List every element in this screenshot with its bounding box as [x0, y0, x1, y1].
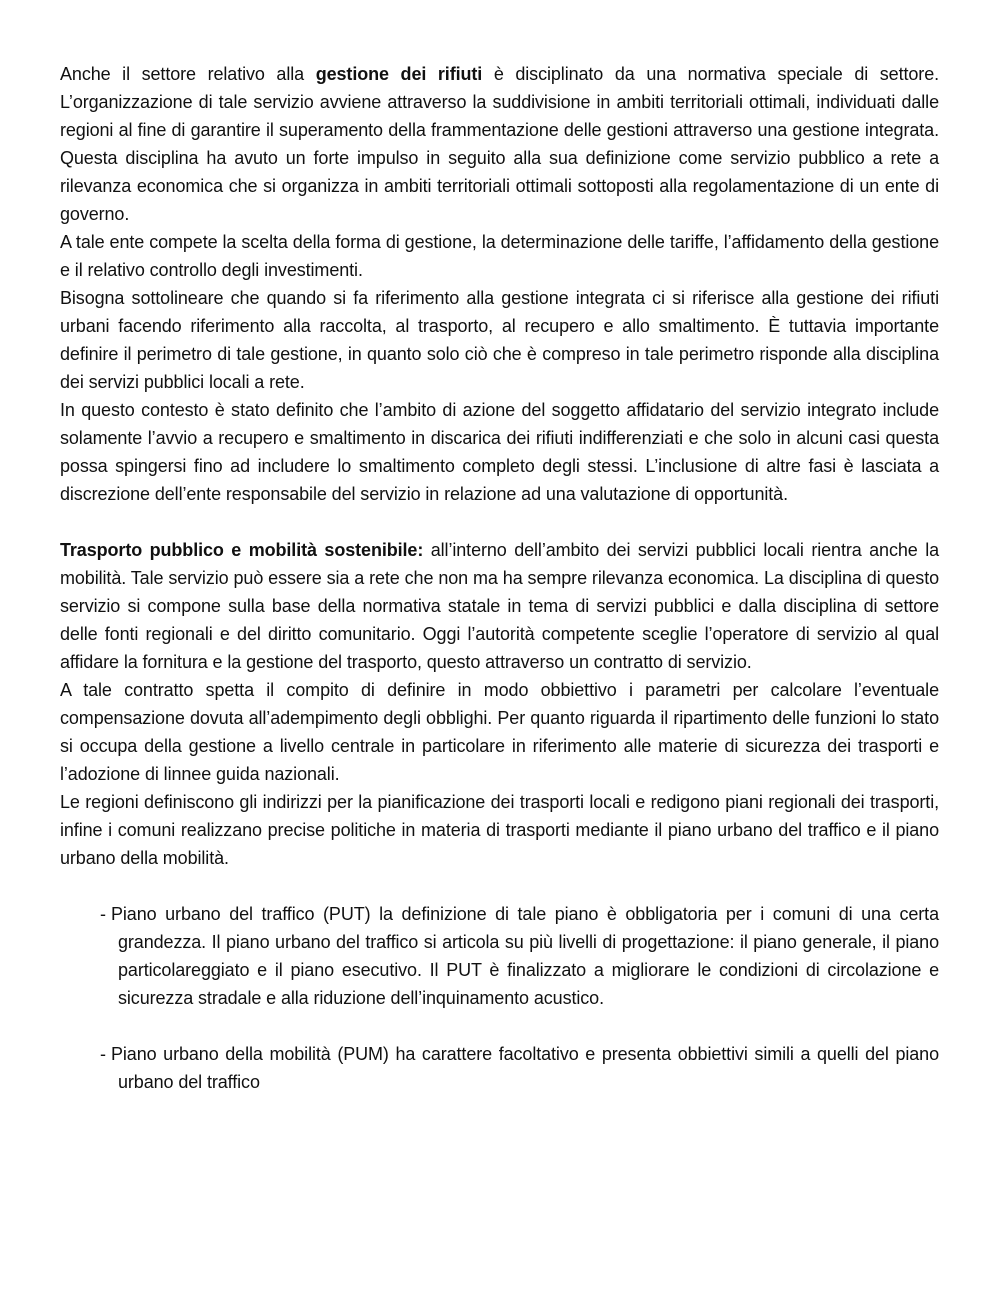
paragraph-regioni-comuni: Le regioni definiscono gli indirizzi per la pianificazione dei trasporti locali e redigono piani regionali dei trasporti, infine i comuni realizzano precise politiche in materia di trasporti mediante il piano urbano del traffico e il piano urbano della mobilità. — [60, 792, 939, 868]
bold-term-trasporto-pubblico: Trasporto pubblico e mobilità sostenibile: — [60, 540, 424, 560]
dash-bullet: - — [100, 1044, 106, 1064]
paragraph-gestione-integrata: Bisogna sottolineare che quando si fa riferimento alla gestione integrata ci si riferisce alla gestione dei rifiuti urbani facendo riferimento alla raccolta, al trasporto, al recupero e allo smaltimento. È tuttavia importante definire il perimetro di tale gestione, in quanto solo ciò che è compreso in tale perimetro risponde alla disciplina dei servizi pubblici locali a rete. — [60, 288, 939, 392]
dash-bullet: - — [100, 904, 106, 924]
list-item-text: Piano urbano della mobilità (PUM) ha carattere facoltativo e presenta obbiettivi simili a quelli del piano urbano del traffico — [111, 1044, 939, 1092]
bold-term-gestione-rifiuti: gestione dei rifiuti — [315, 64, 483, 84]
paragraph-rifiuti-intro — [60, 60, 939, 228]
paragraph-contratto-servizio: A tale contratto spetta il compito di definire in modo obbiettivo i parametri per calcolare l’eventuale compensazione dovuta all’adempimento degli obblighi. Per quanto riguarda il ripartimento delle funzioni lo stato si occupa della gestione a livello centrale in particolare in riferimento alle materie di sicurezza dei trasporti e l’adozione di linnee guida nazionali. — [60, 680, 939, 784]
paragraph-trasporto-intro — [60, 536, 939, 676]
paragraph-text: è disciplinato da una normativa speciale di settore. L’organizzazione di tale servizio avviene attraverso la suddivisione in ambiti territoriali ottimali, individuati dalle regioni al fine di garantire il superamento della frammentazione delle gestioni attraverso una gestione integrata. Questa disciplina ha avuto un forte impulso in seguito alla sua definizione come servizio pubblico a rete a rilevanza economica che si organizza in ambiti territoriali ottimali sottoposti alla regolamentazione di un ente di governo. — [60, 64, 940, 224]
paragraph-text: Anche il settore relativo alla — [60, 64, 316, 84]
document-page — [60, 60, 939, 1096]
paragraph-ambito-azione: In questo contesto è stato definito che l’ambito di azione del soggetto affidatario del servizio integrato include solamente l’avvio a recupero e smaltimento in discarica dei rifiuti indifferenziati e che solo in alcuni casi questa possa spingersi fino ad includere lo smaltimento completo degli stessi. L’inclusione di altre fasi è lasciata a discrezione dell’ente responsabile del servizio in relazione ad una valutazione di opportunità. — [60, 400, 939, 504]
list-item-text: Piano urbano del traffico (PUT) la definizione di tale piano è obbligatoria per i comuni di una certa grandezza. Il piano urbano del traffico si articola su più livelli di progettazione: il piano generale, il piano particolareggiato e il piano esecutivo. Il PUT è finalizzato a migliorare le condizioni di circolazione e sicurezza stradale e alla riduzione dell’inquinamento acustico. — [111, 904, 939, 1008]
paragraph-text: all’interno dell’ambito dei servizi pubblici locali rientra anche la mobilità. Tale servizio può essere sia a rete che non ma ha sempre rilevanza economica. La disciplina di questo servizio si compone sulla base della normativa statale in tema di servizi pubblici e dalla disciplina di settore delle fonti regionali e del diritto comunitario. Oggi l’autorità competente sceglie l’operatore di servizio al qual affidare la fornitura e la gestione del trasporto, questo attraverso un contratto di servizio. — [60, 540, 940, 672]
bullet-list — [60, 900, 939, 1096]
list-item-pum — [60, 1040, 939, 1096]
list-item-put — [60, 900, 939, 1012]
paragraph-spacer — [60, 508, 939, 536]
paragraph-ente-governo: A tale ente compete la scelta della forma di gestione, la determinazione delle tariffe, l’affidamento della gestione e il relativo controllo degli investimenti. — [60, 232, 939, 280]
